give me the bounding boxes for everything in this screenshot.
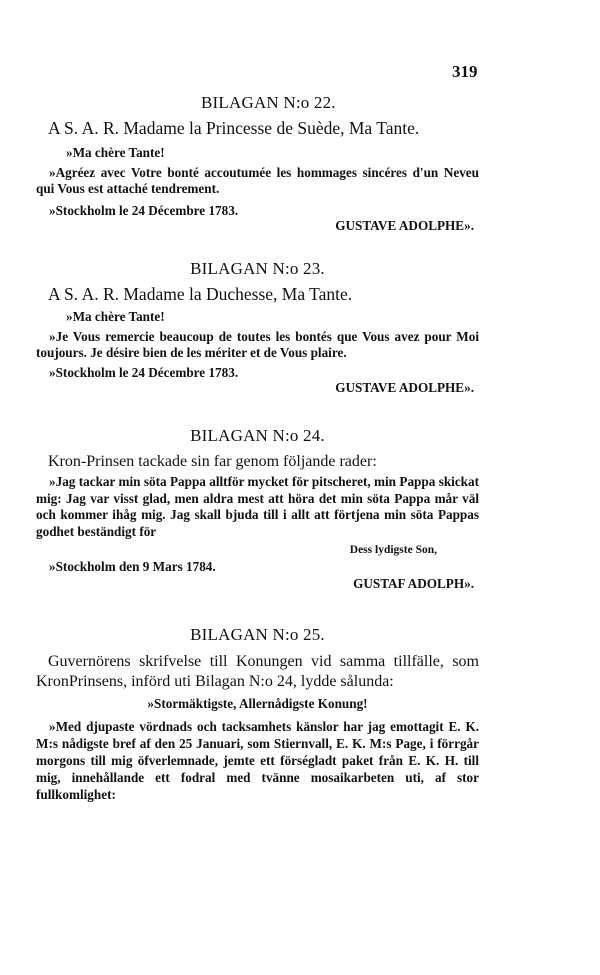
bilagan-24 <box>36 425 479 592</box>
section-heading: BILAGAN N:o 25. <box>190 625 325 644</box>
page-number: 319 <box>452 62 478 81</box>
letter-date: »Stockholm den 9 Mars 1784. <box>49 559 216 574</box>
letter-text: »Agréez avec Votre bonté accoutumée les hommages sincéres d'un Neveu qui Vous est attaché tendrement. <box>36 164 479 196</box>
letter-text: »Med djupaste vördnads och tacksamhets känslor har jag emottagit E. K. M:s nådigste bref af den 25 Januari, som Stiernvall, E. K. M:s Page, i förrgår morgons till mig öfverlemnade, jemte ett förségladt paket från E. K. H. till mig, innehållande ett fodral med tvänne mosaikarbeten uti, af stor fullkomlighet: <box>36 719 479 802</box>
letter-text: »Jag tackar min söta Pappa alltför mycket för pitscheret, min Pappa skickat mig: Jag var visst glad, men aldra mest att höra det min söta Pappa mår väl och kommer ihåg mig. Jag skall bjuda till i allt att förtjena min söta Pappas godhet beständigt för <box>36 474 479 539</box>
intro-paragraph: Guvernörens skrifvelse till Konungen vid samma tillfälle, som KronPrinsens, införd uti Bilagan N:o 24, lydde sålunda: <box>36 653 479 690</box>
bilagan-25 <box>36 624 479 803</box>
section-heading: BILAGAN N:o 23. <box>190 259 325 278</box>
intro-line: Kron-Prinsen tackade sin far genom följande rader: <box>48 453 377 470</box>
section-heading: BILAGAN N:o 24. <box>190 426 325 445</box>
section-heading: BILAGAN N:o 22. <box>201 93 336 112</box>
letter-date: »Stockholm le 24 Décembre 1783. <box>49 364 239 380</box>
salutation: »Stormäktigste, Allernådigste Konung! <box>147 696 368 711</box>
salutation: »Ma chère Tante! <box>66 309 165 324</box>
bilagan-23 <box>36 258 479 396</box>
letter-date: »Stockholm le 24 Décembre 1783. <box>49 202 239 218</box>
bilagan-22 <box>36 92 479 234</box>
letter-signature: GUSTAVE ADOLPHE». <box>335 379 474 395</box>
address-line: A S. A. R. Madame la Duchesse, Ma Tante. <box>48 284 353 304</box>
letter-text: »Je Vous remercie beaucoup de toutes les bontés que Vous avez pour Moi toujours. Je désire bien de les mériter et de Vous plaire. <box>36 328 479 360</box>
closing-line: Dess lydigste Son, <box>349 544 437 556</box>
address-line: A S. A. R. Madame la Princesse de Suède, Ma Tante. <box>48 118 420 138</box>
letter-signature: GUSTAVE ADOLPHE». <box>335 217 474 233</box>
letter-signature: GUSTAF ADOLPH». <box>353 576 474 591</box>
salutation: »Ma chère Tante! <box>66 145 165 160</box>
